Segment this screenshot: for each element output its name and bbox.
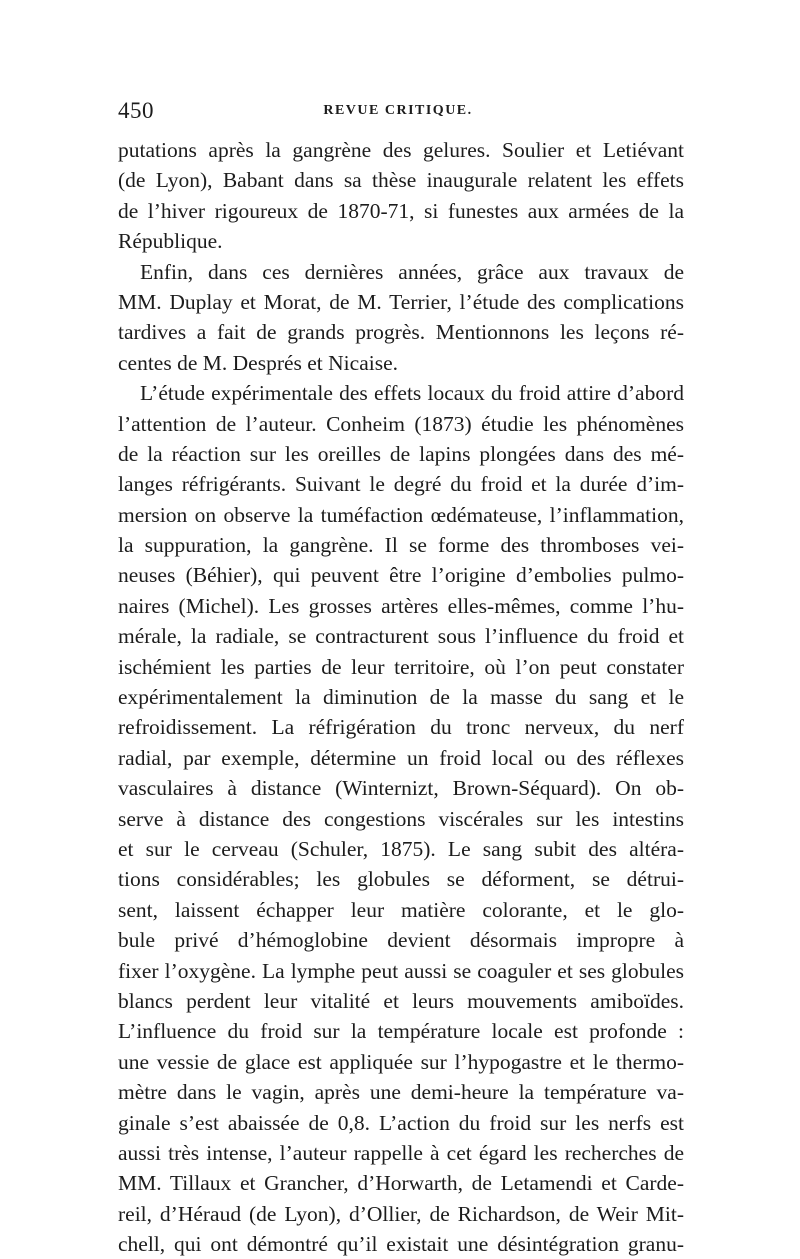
text-line: neuses (Béhier), qui peuvent être l’origine d’embolies pulmo- [118, 563, 684, 588]
text-line: langes réfrigérants. Suivant le degré du froid et la durée d’im- [118, 472, 684, 497]
text-line: expérimentalement la diminution de la masse du sang et le [118, 685, 684, 710]
running-head [118, 98, 678, 128]
text-line: reil, d’Héraud (de Lyon), d’Ollier, de Richardson, de Weir Mit- [118, 1201, 684, 1226]
text-line: L’influence du froid sur la température locale est profonde : [118, 1019, 684, 1044]
text-line: tions considérables; les globules se déforment, se détrui- [118, 867, 684, 892]
text-line: et sur le cerveau (Schuler, 1875). Le sang subit des altéra- [118, 836, 684, 861]
text-line: la suppuration, la gangrène. Il se forme des thromboses vei- [118, 533, 684, 558]
text-line: tardives a fait de grands progrès. Mentionnons les leçons ré- [118, 320, 684, 345]
text-line: une vessie de glace est appliquée sur l’hypogastre et le thermo- [118, 1049, 684, 1074]
text-line: vasculaires à distance (Winternizt, Brown-Séquard). On ob- [118, 776, 684, 801]
text-line: mérale, la radiale, se contracturent sous l’influence du froid et [118, 624, 684, 649]
text-line: radial, par exemple, détermine un froid local ou des réflexes [118, 745, 684, 770]
text-line: mètre dans le vagin, après une demi-heure la température va- [118, 1080, 684, 1105]
body-text [118, 135, 684, 1259]
text-line: ginale s’est abaissée de 0,8. L’action du froid sur les nerfs est [118, 1110, 684, 1135]
text-line: Enfin, dans ces dernières années, grâce aux travaux de [140, 259, 684, 284]
text-line: bule privé d’hémoglobine devient désormais impropre à [118, 928, 684, 953]
text-line: chell, qui ont démontré qu’il existait une désintégration granu- [118, 1232, 684, 1257]
text-line: blancs perdent leur vitalité et leurs mouvements amiboïdes. [118, 988, 684, 1013]
text-line: de l’hiver rigoureux de 1870-71, si funestes aux armées de la [118, 198, 684, 223]
text-line: naires (Michel). Les grosses artères elles-mêmes, comme l’hu- [118, 593, 684, 618]
text-line: (de Lyon), Babant dans sa thèse inaugurale relatent les effets [118, 168, 684, 193]
text-line: aussi très intense, l’auteur rappelle à cet égard les recherches de [118, 1140, 684, 1165]
text-line: MM. Duplay et Morat, de M. Terrier, l’étude des complications [118, 289, 684, 314]
text-line: serve à distance des congestions viscérales sur les intestins [118, 806, 684, 831]
text-line: mersion on observe la tuméfaction œdémateuse, l’inflammation, [118, 502, 684, 527]
text-line: ischémient les parties de leur territoire, où l’on peut constater [118, 654, 684, 679]
text-line: sent, laissent échapper leur matière colorante, et le glo- [118, 897, 684, 922]
page-number: 450 [118, 98, 154, 123]
text-line: l’attention de l’auteur. Conheim (1873) étudie les phénomènes [118, 411, 684, 436]
text-line: centes de M. Després et Nicaise. [118, 350, 398, 375]
text-line: L’étude expérimentale des effets locaux du froid attire d’abord [140, 381, 684, 406]
text-line: République. [118, 229, 223, 254]
text-line: refroidissement. La réfrigération du tronc nerveux, du nerf [118, 715, 684, 740]
text-line: putations après la gangrène des gelures. Soulier et Letiévant [118, 138, 684, 162]
text-line: fixer l’oxygène. La lymphe peut aussi se coaguler et ses globules [118, 958, 684, 983]
journal-title: REVUE CRITIQUE. [323, 103, 473, 118]
text-line: MM. Tillaux et Grancher, d’Horwarth, de Letamendi et Carde- [118, 1171, 684, 1196]
text-line: de la réaction sur les oreilles de lapins plongées dans des mé- [118, 441, 684, 466]
